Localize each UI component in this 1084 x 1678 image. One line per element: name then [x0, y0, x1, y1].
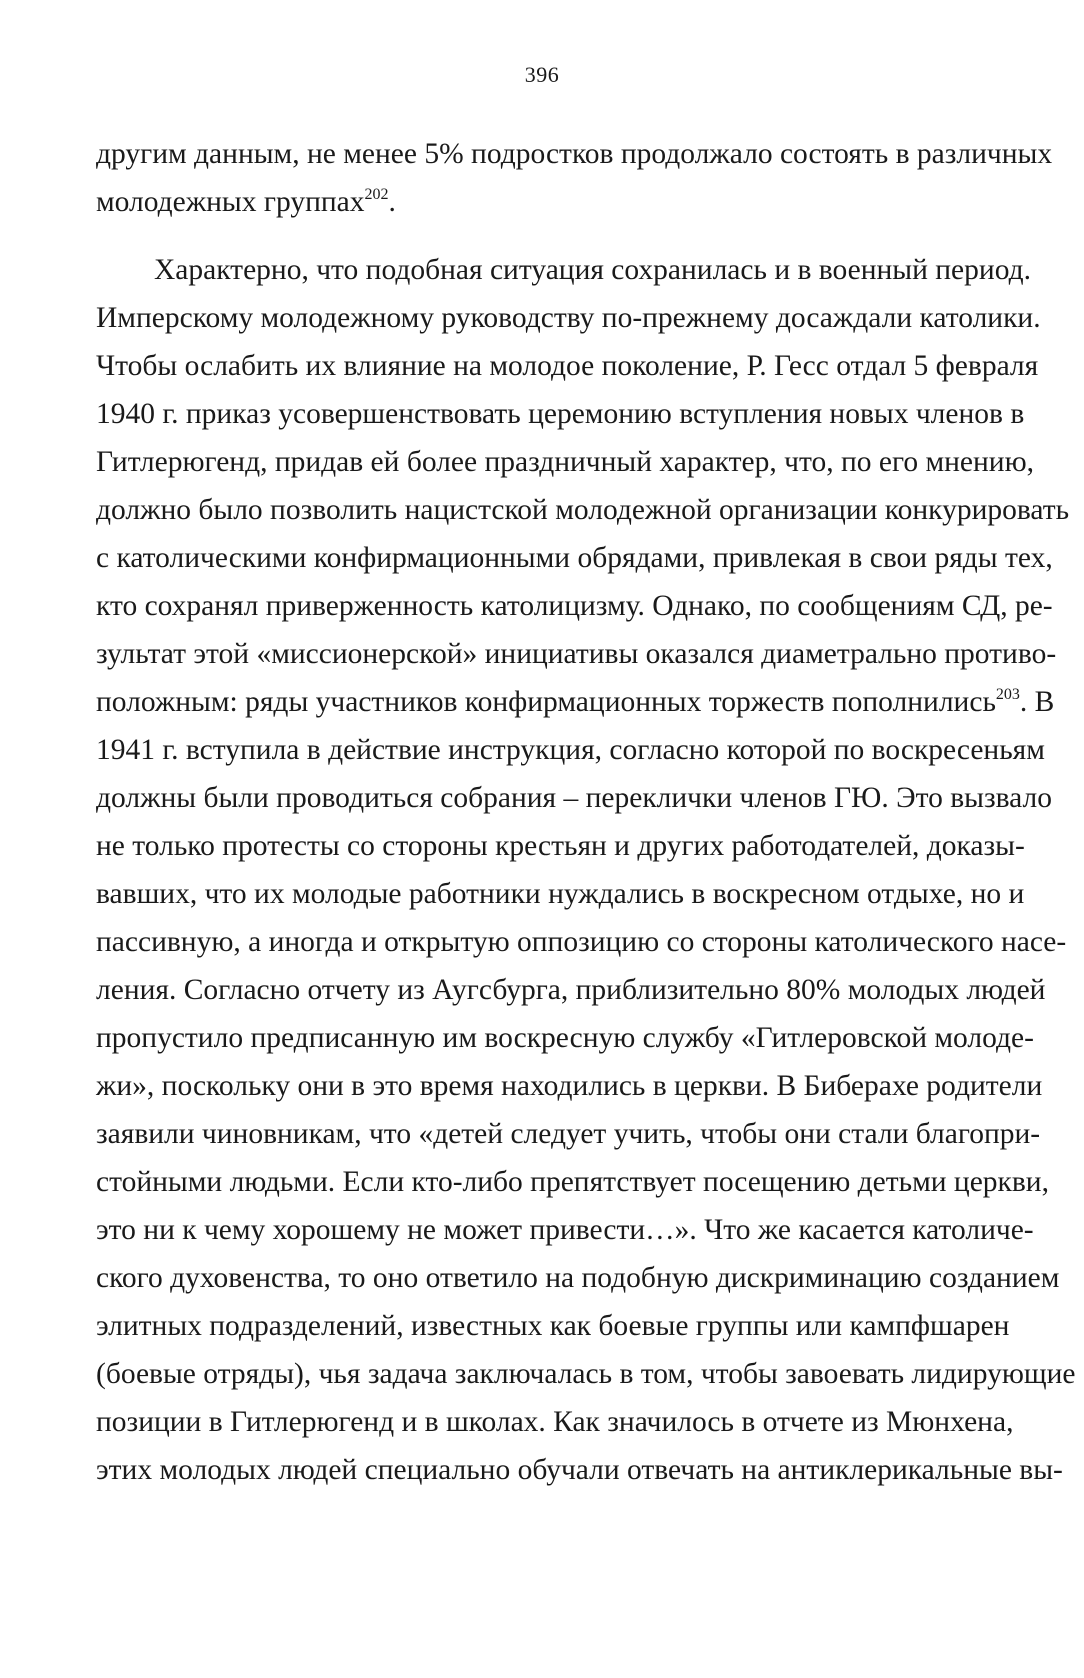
text-line: кто сохранял приверженность католицизму. Однако, по сообщениям СД, ре-	[96, 590, 1053, 622]
paragraph-2	[96, 246, 1076, 1494]
text-line: стойными людьми. Если кто-либо препятствует посещению детьми церкви,	[96, 1166, 1049, 1198]
text-line: ского духовенства, то оно ответило на подобную дискриминацию созданием	[96, 1262, 1060, 1294]
text-line: не только протесты со стороны крестьян и других работодателей, доказы-	[96, 830, 1025, 862]
text-line: элитных подразделений, известных как боевые группы или кампфшарен	[96, 1310, 1010, 1342]
footnote-ref: 202	[364, 186, 389, 203]
text-line: пропустило предписанную им воскресную службу «Гитлеровской молоде-	[96, 1022, 1034, 1054]
line-end: .	[388, 186, 396, 218]
text-line	[96, 178, 973, 226]
text-line: ления. Согласно отчету из Аугсбурга, приблизительно 80% молодых людей	[96, 974, 1046, 1006]
text-line: должно было позволить нацистской молодежной организации конкурировать	[96, 494, 1070, 526]
text-line: Характерно, что подобная ситуация сохранилась и в военный период.	[154, 254, 1031, 286]
text-line: заявили чиновникам, что «детей следует учить, чтобы они стали благопри-	[96, 1118, 1041, 1150]
text-line: это ни к чему хорошему не может привести…». Что же касается католиче-	[96, 1214, 1034, 1246]
line-text: положным: ряды участников конфирмационных торжеств пополнились	[96, 686, 996, 718]
line-text: молодежных группах	[96, 186, 365, 218]
text-line: другим данным, не менее 5% подростков продолжало состоять в различных	[96, 138, 1053, 170]
text-line: Имперскому молодежному руководству по-прежнему досаждали католики.	[96, 302, 1041, 334]
line-end: . В	[1019, 686, 1055, 718]
text-line	[96, 678, 1055, 726]
text-line: 1940 г. приказ усовершенствовать церемонию вступления новых членов в	[96, 398, 1025, 430]
text-line: позиции в Гитлерюгенд и в школах. Как значилось в отчете из Мюнхена,	[96, 1406, 1014, 1438]
footnote-ref: 203	[995, 686, 1020, 703]
text-line: с католическими конфирмационными обрядами, привлекая в свои ряды тех,	[96, 542, 1053, 574]
text-line: вавших, что их молодые работники нуждались в воскресном отдыхе, но и	[96, 878, 1025, 910]
text-line: зультат этой «миссионерской» инициативы оказался диаметрально противо-	[96, 638, 1057, 670]
text-line: (боевые отряды), чья задача заключалась в том, чтобы завоевать лидирующие	[96, 1358, 1076, 1390]
body-text	[96, 130, 1076, 1494]
text-line: Гитлерюгенд, придав ей более праздничный характер, что, по его мнению,	[96, 446, 1035, 478]
page-number: 396	[524, 62, 560, 87]
paragraph-1	[96, 130, 1053, 226]
text-line: 1941 г. вступила в действие инструкция, согласно которой по воскресеньям	[96, 734, 1045, 766]
text-line: Чтобы ослабить их влияние на молодое поколение, Р. Гесс отдал 5 февраля	[96, 350, 1039, 382]
text-line: пассивную, а иногда и открытую оппозицию со стороны католического насе-	[96, 926, 1067, 958]
text-line: должны были проводиться собрания – переклички членов ГЮ. Это вызвало	[96, 782, 1052, 814]
text-line: этих молодых людей специально обучали отвечать на антиклерикальные вы-	[96, 1454, 1063, 1486]
text-line: жи», поскольку они в это время находились в церкви. В Биберахе родители	[96, 1070, 1043, 1102]
